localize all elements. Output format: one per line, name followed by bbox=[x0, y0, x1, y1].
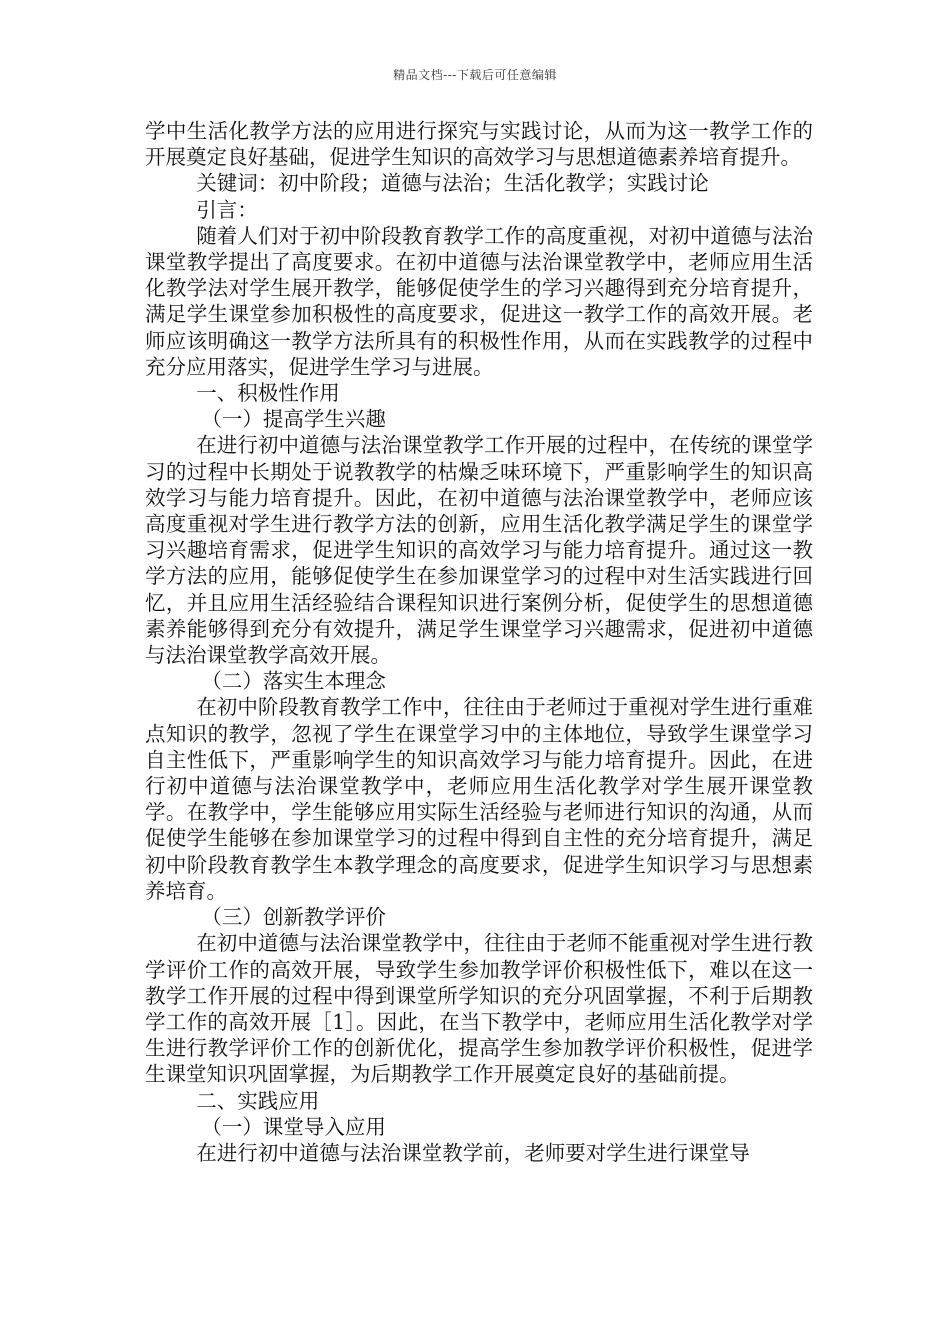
section-1-1-paragraph: 在进行初中道德与法治课堂教学工作开展的过程中，在传统的课堂学习的过程中长期处于说教教学的枯燥乏味环境下，严重影响学生的知识高效学习与能力培育提升。因此，在初中道德与法治课堂教学中，老师应该高度重视对学生进行教学方法的创新，应用生活化教学满足学生的课堂学习兴趣培育需求，促进学生知识的高效学习与能力培育提升。通过这一教学方法的应用，能够促使学生在参加课堂学习的过程中对生活实践进行回忆，并且应用生活经验结合课程知识进行案例分析，促使学生的思想道德素养能够得到充分有效提升，满足学生课堂学习兴趣需求，促进初中道德与法治课堂教学高效开展。 bbox=[145, 433, 813, 668]
preface-paragraph: 随着人们对于初中阶段教育教学工作的高度重视，对初中道德与法治课堂教学提出了高度要求。在初中道德与法治课堂教学中，老师应用生活化教学法对学生展开教学，能够促使学生的学习兴趣得到充分培育提升，满足学生课堂参加积极性的高度要求，促进这一教学工作的高效开展。老师应该明确这一教学方法所具有的积极性作用，从而在实践教学的过程中充分应用落实，促进学生学习与进展。 bbox=[145, 223, 813, 379]
section-1-heading: 一、积极性作用 bbox=[196, 381, 340, 406]
section-1-3-paragraph: 在初中道德与法治课堂教学中，往往由于老师不能重视对学生进行教学评价工作的高效开展，导致学生参加教学评价积极性低下，难以在这一教学工作开展的过程中得到课堂所学知识的充分巩固掌握，不利于后期教学工作的高效开展［1］。因此，在当下教学中，老师应用生活化教学对学生进行教学评价工作的创新优化，提高学生参加教学评价积极性，促进学生课堂知识巩固掌握，为后期教学工作开展奠定良好的基础前提。 bbox=[145, 931, 813, 1087]
section-2-1-paragraph: 在进行初中道德与法治课堂教学前，老师要对学生进行课堂导 bbox=[196, 1140, 750, 1165]
section-2-heading: 二、实践应用 bbox=[196, 1088, 320, 1113]
section-2-1-heading: （一）课堂导入应用 bbox=[201, 1114, 386, 1139]
intro-continuation-paragraph: 学中生活化教学方法的应用进行探究与实践讨论，从而为这一教学工作的开展奠定良好基础，促进学生知识的高效学习与思想道德素养培育提升。 bbox=[145, 119, 813, 170]
section-1-2-paragraph: 在初中阶段教育教学工作中，往往由于老师过于重视对学生进行重难点知识的教学，忽视了学生在课堂学习中的主体地位，导致学生课堂学习自主性低下，严重影响学生的知识高效学习与能力培育提升。因此，在进行初中道德与法治课堂教学中，老师应用生活化教学对学生展开课堂教学。在教学中，学生能够应用实际生活经验与老师进行知识的沟通，从而促使学生能够在参加课堂学习的过程中得到自主性的充分培育提升，满足初中阶段教育教学生本教学理念的高度要求，促进学生知识学习与思想素养培育。 bbox=[145, 695, 813, 903]
page-header: 精品文档---下载后可任意编辑 bbox=[393, 68, 557, 82]
document-body bbox=[145, 118, 813, 1166]
section-1-3-heading: （三）创新教学评价 bbox=[201, 905, 386, 930]
preface-label: 引言： bbox=[196, 197, 258, 222]
keywords-line: 关键词：初中阶段；道德与法治；生活化教学；实践讨论 bbox=[196, 171, 709, 196]
section-1-2-heading: （二）落实生本理念 bbox=[201, 669, 386, 694]
section-1-1-heading: （一）提高学生兴趣 bbox=[201, 407, 386, 432]
